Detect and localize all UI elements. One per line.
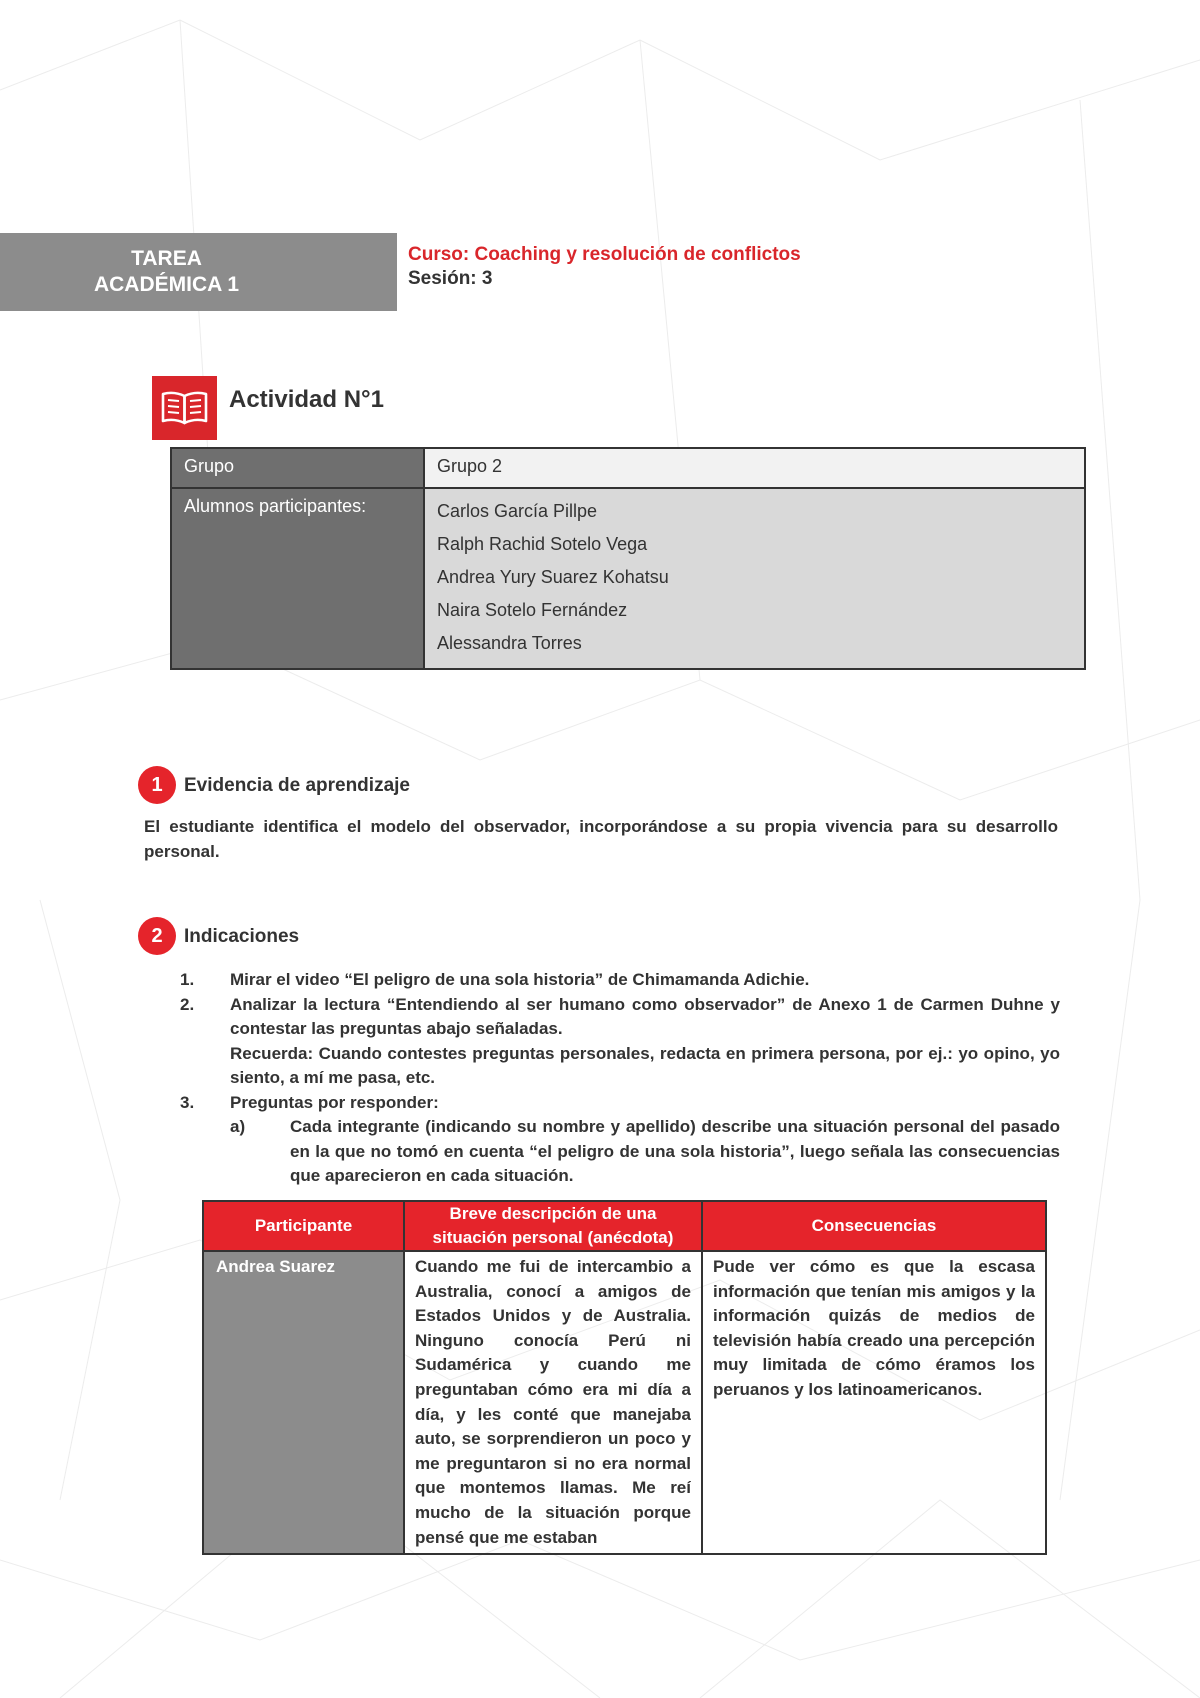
course-title: Curso: Coaching y resolución de conflictos [408, 244, 801, 265]
anecdote-text: Cuando me fui de intercambio a Australia, conocí a amigos de Estados Unidos y de Australia. Ninguno conocía Perú ni Sudamérica y cuando me preguntaban cómo era mi día a día, y les conté que manejaba auto, se sorprendieron un poco y me preguntaron si no era normal que montemos llamas. Me reí mucho de la situación porque pensé que me estaban [415, 1257, 691, 1547]
student-name: Andrea Yury Suarez Kohatsu [437, 567, 669, 587]
session-label: Sesión: 3 [408, 268, 493, 289]
consequences-cell [702, 1251, 1046, 1554]
group-row [171, 448, 1085, 488]
students-label: Alumnos participantes: [171, 488, 424, 669]
student-name: Ralph Rachid Sotelo Vega [437, 534, 648, 554]
students-list [424, 488, 1085, 669]
participant-name: Andrea Suarez [203, 1251, 404, 1554]
participants-table [202, 1200, 1047, 1555]
section-1-number: 1 [138, 766, 176, 804]
table-row [203, 1251, 1046, 1554]
instruction-item [180, 1091, 1060, 1116]
section-1-title: Evidencia de aprendizaje [184, 775, 410, 796]
subitem-text: Cada integrante (indicando su nombre y apellido) describe una situación personal del pasado en la que no tomó en cuenta “el peligro de una sola historia”, luego señala las consecuencias que aparecieron en cada situación. [290, 1117, 1060, 1185]
instruction-subitem [230, 1115, 1060, 1189]
consequences-text: Pude ver cómo es que la escasa información que tenían mis amigos y la información quizás de medios de televisión había creado una percepción muy limitada de cómo éramos los peruanos y los latinoamericanos. [713, 1257, 1035, 1399]
subitem-letter: a) [230, 1117, 246, 1136]
instruction-number: 1. [180, 970, 195, 989]
students-row [171, 488, 1085, 669]
instruction-number: 3. [180, 1092, 195, 1112]
instruction-note-text: Recuerda: Cuando contestes preguntas personales, redacta en primera persona, por ej.: yo opino, yo siento, a mí me pasa, etc. [230, 1043, 1060, 1087]
header-participant: Participante [203, 1201, 404, 1251]
group-label: Grupo [171, 448, 424, 488]
header-description: Breve descripción de una situación personal (anécdota) [404, 1201, 702, 1251]
task-label-line2: ACADÉMICA 1 [93, 273, 240, 296]
activity-title: Actividad N°1 [229, 386, 384, 413]
section-2-title: Indicaciones [184, 926, 300, 947]
instruction-note [180, 1042, 1060, 1091]
instruction-number: 2. [180, 994, 195, 1014]
group-value: Grupo 2 [424, 448, 1085, 488]
student-name: Naira Sotelo Fernández [437, 600, 628, 620]
instruction-text: Analizar la lectura “Entendiendo al ser humano como observador” de Anexo 1 de Carmen Duhne y contestar las preguntas abajo señaladas. [230, 994, 1060, 1038]
anecdote-cell [404, 1251, 702, 1554]
open-book-icon [160, 388, 209, 428]
student-name: Carlos García Pillpe [437, 501, 598, 521]
section-2-number: 2 [138, 917, 176, 955]
instructions-list [180, 968, 1060, 1189]
instruction-item [180, 968, 1060, 993]
instruction-subitem-wrap [180, 1115, 1060, 1189]
task-header-band [0, 233, 397, 311]
learning-evidence-text: El estudiante identifica el modelo del observador, incorporándose a su propia vivencia para su desarrollo personal. [144, 817, 1058, 861]
group-table [170, 447, 1086, 670]
instruction-text: Mirar el video “El peligro de una sola historia” de Chimamanda Adichie. [230, 970, 810, 989]
instruction-text: Preguntas por responder: [230, 1092, 439, 1112]
table-header-row [203, 1201, 1046, 1251]
header-consequences: Consecuencias [702, 1201, 1046, 1251]
student-name: Alessandra Torres [437, 633, 582, 653]
instruction-item [180, 993, 1060, 1042]
activity-icon-box [152, 376, 217, 440]
task-label-line1: TAREA [131, 247, 202, 270]
